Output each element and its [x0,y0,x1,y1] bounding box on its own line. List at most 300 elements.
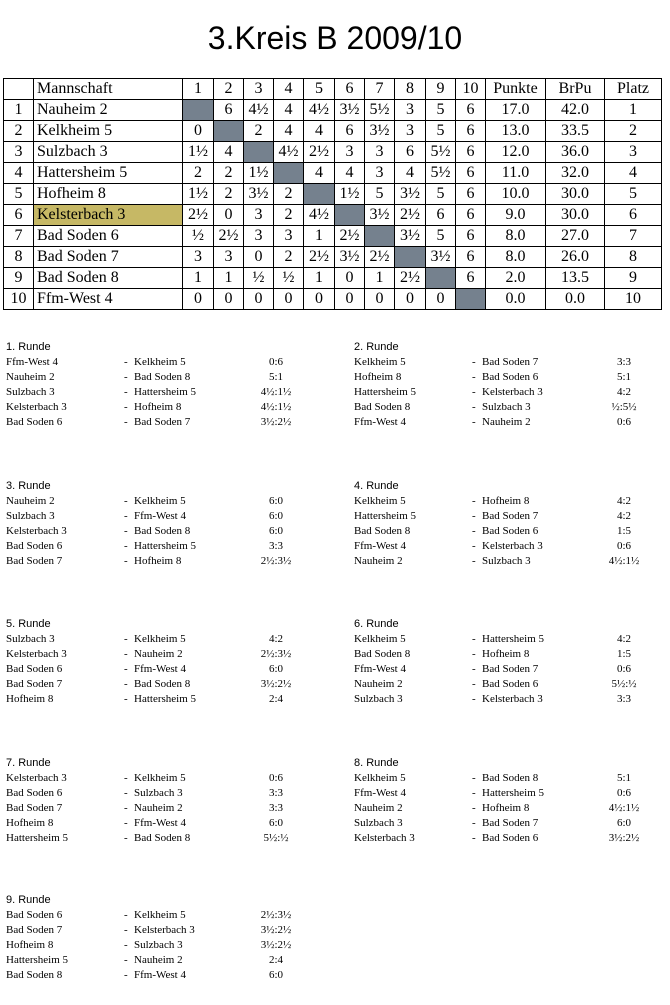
rank-number-cell: 6 [4,205,34,226]
result-cell: 2½ [304,142,335,163]
match-separator: - [472,663,476,675]
guest-team: Kelkheim 5 [134,495,186,507]
guest-team: Hattersheim 5 [134,693,197,705]
diagonal-cell [214,121,244,142]
match-row [354,816,664,831]
match-row [354,771,664,786]
result-cell: 4 [274,100,304,121]
match-result: 4:2 [616,510,632,522]
match-separator: - [124,954,128,966]
team-name-cell: Bad Soden 8 [34,268,183,289]
result-cell: 6 [214,100,244,121]
match-result: 6:0 [268,510,284,522]
match-separator: - [472,555,476,567]
punkte-cell: 9.0 [486,205,546,226]
home-team: Kelsterbach 3 [6,525,67,537]
platz-cell: 8 [605,247,662,268]
match-separator: - [124,678,128,690]
match-separator: - [124,525,128,537]
result-cell: 2½ [183,205,214,226]
match-separator: - [124,510,128,522]
match-row [6,677,316,692]
match-result: 0:6 [268,356,284,368]
punkte-cell: 8.0 [486,247,546,268]
home-team: Bad Soden 7 [6,802,63,814]
match-separator: - [124,772,128,784]
match-separator: - [472,401,476,413]
guest-team: Hofheim 8 [134,555,182,567]
team-name-cell: Kelsterbach 3 [34,205,183,226]
round-block [354,756,664,846]
crosstable-body [4,100,662,310]
match-row [354,415,664,430]
guest-team: Hattersheim 5 [134,386,197,398]
result-cell: 2½ [304,247,335,268]
match-separator: - [124,356,128,368]
match-separator: - [472,787,476,799]
result-cell: 3 [395,121,426,142]
guest-team: Sulzbach 3 [482,555,531,567]
diagonal-cell [365,226,395,247]
result-cell: 3½ [426,247,456,268]
platz-cell: 7 [605,226,662,247]
punkte-cell: 13.0 [486,121,546,142]
match-row [6,355,316,370]
match-row [6,647,316,662]
diagonal-cell [395,247,426,268]
result-cell: 1 [304,268,335,289]
home-team: Kelsterbach 3 [6,772,67,784]
match-separator: - [124,386,128,398]
result-cell: 2½ [395,205,426,226]
match-row [6,662,316,677]
result-cell: 0 [214,205,244,226]
match-result: 4:2 [268,633,284,645]
match-result: 0:6 [616,663,632,675]
result-cell: 6 [335,121,365,142]
result-cell: 5 [426,100,456,121]
result-cell: 4½ [274,142,304,163]
match-row [6,816,316,831]
match-result: 2½:3½ [260,555,292,567]
match-result: 6:0 [268,817,284,829]
diagonal-cell [183,100,214,121]
home-team: Bad Soden 7 [6,555,63,567]
home-team: Bad Soden 8 [354,525,411,537]
brpu-cell: 26.0 [546,247,605,268]
guest-team: Sulzbach 3 [134,939,183,951]
home-team: Nauheim 2 [354,555,403,567]
match-separator: - [472,371,476,383]
result-cell: 1½ [183,142,214,163]
result-cell: 3 [365,142,395,163]
result-cell: 6 [456,184,486,205]
match-result: 1:5 [616,648,632,660]
guest-team: Ffm-West 4 [134,663,186,675]
match-row [6,953,316,968]
round-block [354,340,664,430]
guest-team: Hattersheim 5 [482,787,545,799]
match-separator: - [472,495,476,507]
result-cell: 3 [274,226,304,247]
match-separator: - [472,525,476,537]
match-row [354,662,664,677]
match-row [354,370,664,385]
home-team: Sulzbach 3 [354,817,403,829]
result-cell: 5½ [426,142,456,163]
match-row [6,938,316,953]
result-cell: 3½ [365,205,395,226]
punkte-cell: 10.0 [486,184,546,205]
result-cell: 6 [456,247,486,268]
match-row [354,524,664,539]
match-result: 4:2 [616,386,632,398]
punkte-cell: 17.0 [486,100,546,121]
match-row [354,494,664,509]
match-result: 3½:2½ [260,939,292,951]
guest-team: Bad Soden 8 [134,678,191,690]
match-row [354,831,664,846]
header-cell: 3 [244,79,274,100]
match-result: 0:6 [616,416,632,428]
team-name-cell: Nauheim 2 [34,100,183,121]
guest-team: Ffm-West 4 [134,817,186,829]
result-cell: 1½ [335,184,365,205]
table-row [4,205,662,226]
table-row [4,184,662,205]
result-cell: 3 [244,205,274,226]
result-cell: 3 [335,142,365,163]
header-cell: 2 [214,79,244,100]
home-team: Hofheim 8 [6,939,54,951]
home-team: Bad Soden 6 [6,909,63,921]
result-cell: 5 [365,184,395,205]
guest-team: Bad Soden 6 [482,525,539,537]
match-result: 4½:1½ [608,802,640,814]
rank-number-cell: 1 [4,100,34,121]
home-team: Hofheim 8 [6,817,54,829]
result-cell: 0 [244,289,274,310]
diagonal-cell [274,163,304,184]
guest-team: Hofheim 8 [482,802,530,814]
match-row [6,692,316,707]
match-result: 5:1 [268,371,284,383]
result-cell: 0 [304,289,335,310]
result-cell: 2 [274,184,304,205]
header-cell-punkte: Punkte [486,79,546,100]
result-cell: 3½ [244,184,274,205]
result-cell: 4 [304,121,335,142]
result-cell: 6 [456,205,486,226]
match-result: 2½:3½ [260,909,292,921]
platz-cell: 4 [605,163,662,184]
team-name-cell: Hattersheim 5 [34,163,183,184]
match-row [6,908,316,923]
header-cell-brpu: BrPu [546,79,605,100]
guest-team: Kelsterbach 3 [482,540,543,552]
guest-team: Kelkheim 5 [134,633,186,645]
result-cell: 6 [456,100,486,121]
guest-team: Bad Soden 7 [482,817,539,829]
home-team: Sulzbach 3 [6,386,55,398]
match-result: 4½:1½ [260,401,292,413]
home-team: Bad Soden 6 [6,787,63,799]
header-cell: 7 [365,79,395,100]
match-row [354,539,664,554]
platz-cell: 6 [605,205,662,226]
guest-team: Bad Soden 7 [482,663,539,675]
home-team: Ffm-West 4 [354,540,406,552]
match-separator: - [124,832,128,844]
guest-team: Kelsterbach 3 [482,693,543,705]
result-cell: 4½ [304,205,335,226]
match-result: 2½:3½ [260,648,292,660]
round-title: 7. Runde [6,757,51,769]
result-cell: 3½ [395,226,426,247]
round-block [6,893,316,983]
match-separator: - [472,356,476,368]
match-separator: - [124,648,128,660]
home-team: Bad Soden 6 [6,540,63,552]
match-separator: - [124,802,128,814]
home-team: Bad Soden 8 [6,969,63,981]
match-result: ½:5½ [611,401,637,413]
result-cell: 2 [274,205,304,226]
match-result: 6:0 [268,495,284,507]
result-cell: 2 [244,121,274,142]
match-result: 4½:1½ [608,555,640,567]
guest-team: Kelkheim 5 [134,772,186,784]
round-title: 1. Runde [6,341,51,353]
diagonal-cell [426,268,456,289]
match-result: 1:5 [616,525,632,537]
header-cell: 4 [274,79,304,100]
match-row [354,509,664,524]
match-separator: - [472,648,476,660]
home-team: Ffm-West 4 [354,787,406,799]
round-title: 4. Runde [354,480,399,492]
result-cell: 2½ [214,226,244,247]
guest-team: Kelsterbach 3 [482,386,543,398]
match-row [6,786,316,801]
match-row [354,632,664,647]
round-block [6,479,316,569]
match-separator: - [472,772,476,784]
guest-team: Ffm-West 4 [134,969,186,981]
match-result: 2:4 [268,954,284,966]
result-cell: 4 [335,163,365,184]
match-row [354,677,664,692]
match-result: 3:3 [616,356,632,368]
result-cell: 3 [395,100,426,121]
guest-team: Bad Soden 8 [134,525,191,537]
match-row [6,968,316,983]
team-name-cell: Sulzbach 3 [34,142,183,163]
match-separator: - [472,416,476,428]
guest-team: Sulzbach 3 [134,787,183,799]
match-separator: - [472,817,476,829]
match-row [6,801,316,816]
match-separator: - [124,540,128,552]
home-team: Kelkheim 5 [354,356,406,368]
match-result: 6:0 [268,525,284,537]
home-team: Bad Soden 7 [6,924,63,936]
match-result: 4½:1½ [260,386,292,398]
result-cell: 0 [335,289,365,310]
result-cell: 2 [214,184,244,205]
result-cell: 1 [183,268,214,289]
match-row [354,554,664,569]
result-cell: 6 [456,142,486,163]
match-separator: - [472,540,476,552]
guest-team: Bad Soden 7 [482,356,539,368]
result-cell: 0 [395,289,426,310]
match-result: 3:3 [268,540,284,552]
brpu-cell: 33.5 [546,121,605,142]
header-row [4,79,662,100]
brpu-cell: 32.0 [546,163,605,184]
punkte-cell: 12.0 [486,142,546,163]
match-result: 4:2 [616,633,632,645]
match-result: 3:3 [616,693,632,705]
match-row [354,692,664,707]
guest-team: Sulzbach 3 [482,401,531,413]
result-cell: 4 [274,121,304,142]
home-team: Hattersheim 5 [354,386,417,398]
table-row [4,247,662,268]
table-row [4,142,662,163]
result-cell: 4 [214,142,244,163]
header-cell: 9 [426,79,456,100]
match-separator: - [124,693,128,705]
guest-team: Hattersheim 5 [482,633,545,645]
brpu-cell: 30.0 [546,184,605,205]
rank-number-cell: 3 [4,142,34,163]
guest-team: Nauheim 2 [482,416,531,428]
result-cell: 6 [456,268,486,289]
result-cell: 3½ [335,247,365,268]
round-title: 6. Runde [354,618,399,630]
match-row [6,494,316,509]
home-team: Kelsterbach 3 [6,648,67,660]
result-cell: ½ [244,268,274,289]
guest-team: Nauheim 2 [134,954,183,966]
platz-cell: 9 [605,268,662,289]
guest-team: Hattersheim 5 [134,540,197,552]
match-row [6,554,316,569]
home-team: Nauheim 2 [6,495,55,507]
header-cell: 10 [456,79,486,100]
result-cell: 4½ [304,100,335,121]
home-team: Nauheim 2 [354,802,403,814]
match-separator: - [124,939,128,951]
match-result: 3½:2½ [260,678,292,690]
result-cell: 3 [365,163,395,184]
result-cell: 0 [183,289,214,310]
result-cell: 5 [426,184,456,205]
result-cell: 0 [274,289,304,310]
round-title: 2. Runde [354,341,399,353]
home-team: Bad Soden 7 [6,678,63,690]
header-cell: 8 [395,79,426,100]
platz-cell: 1 [605,100,662,121]
rank-number-cell: 5 [4,184,34,205]
table-row [4,289,662,310]
result-cell: 2 [274,247,304,268]
guest-team: Bad Soden 8 [482,772,539,784]
header-cell-platz: Platz [605,79,662,100]
header-cell: 1 [183,79,214,100]
guest-team: Hofheim 8 [134,401,182,413]
home-team: Bad Soden 6 [6,663,63,675]
rank-number-cell: 7 [4,226,34,247]
result-cell: 1 [304,226,335,247]
guest-team: Bad Soden 6 [482,832,539,844]
match-separator: - [472,693,476,705]
match-result: 5:1 [616,371,632,383]
home-team: Ffm-West 4 [6,356,58,368]
round-block [6,340,316,430]
result-cell: 6 [426,205,456,226]
result-cell: 3 [183,247,214,268]
match-row [6,370,316,385]
match-row [6,415,316,430]
match-row [354,400,664,415]
result-cell: 2½ [335,226,365,247]
match-separator: - [124,633,128,645]
brpu-cell: 27.0 [546,226,605,247]
match-result: 0:6 [268,772,284,784]
guest-team: Bad Soden 7 [482,510,539,522]
diagonal-cell [335,205,365,226]
match-result: 6:0 [268,663,284,675]
result-cell: 1½ [183,184,214,205]
home-team: Hattersheim 5 [354,510,417,522]
guest-team: Bad Soden 8 [134,832,191,844]
result-cell: 2 [183,163,214,184]
guest-team: Ffm-West 4 [134,510,186,522]
result-cell: ½ [183,226,214,247]
guest-team: Nauheim 2 [134,648,183,660]
result-cell: 3½ [335,100,365,121]
guest-team: Kelkheim 5 [134,356,186,368]
result-cell: 0 [183,121,214,142]
match-separator: - [472,802,476,814]
rank-number-cell: 9 [4,268,34,289]
match-row [354,647,664,662]
result-cell: 0 [214,289,244,310]
result-cell: 6 [395,142,426,163]
brpu-cell: 30.0 [546,205,605,226]
match-result: 6:0 [268,969,284,981]
result-cell: 3 [244,226,274,247]
match-separator: - [472,678,476,690]
result-cell: 2½ [395,268,426,289]
home-team: Hofheim 8 [6,693,54,705]
home-team: Kelsterbach 3 [354,832,415,844]
guest-team: Bad Soden 6 [482,371,539,383]
match-result: 2:4 [268,693,284,705]
punkte-cell: 11.0 [486,163,546,184]
match-separator: - [472,386,476,398]
match-row [354,786,664,801]
home-team: Kelkheim 5 [354,633,406,645]
home-team: Ffm-West 4 [354,416,406,428]
round-block [354,479,664,569]
match-result: 0:6 [616,787,632,799]
home-team: Hattersheim 5 [6,832,69,844]
result-cell: 0 [244,247,274,268]
